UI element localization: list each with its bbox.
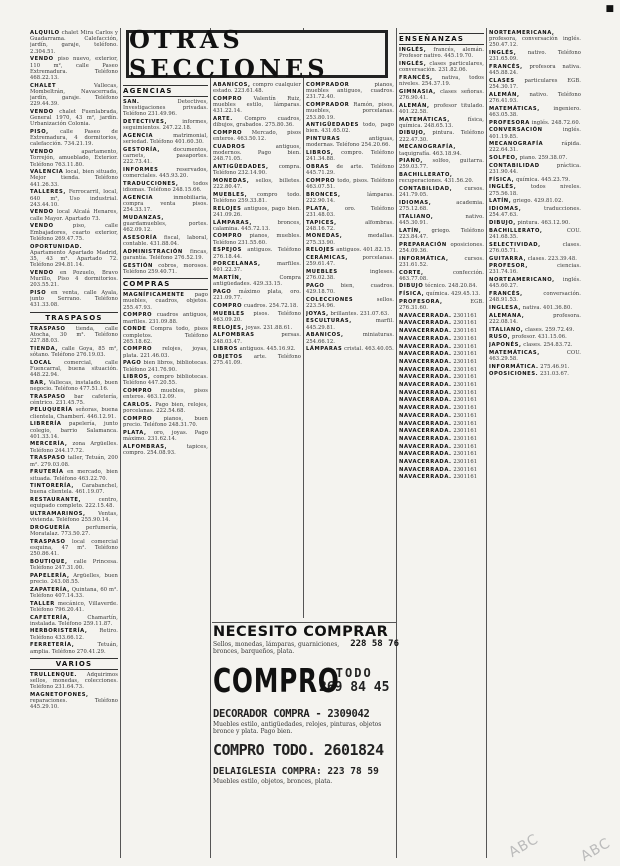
classified-ad: NAVACERRADA. 2301161 — [399, 343, 478, 350]
classified-ad: MAGNETOFONES, reparaciones. Teléfono 445.29.10. — [30, 691, 118, 711]
necesito-comprar-heading: NECESITO COMPRAR — [213, 624, 389, 640]
classified-ad: ASESORÍA fiscal, laboral, contable. 431.88.04. — [123, 235, 208, 248]
column-rule — [120, 28, 121, 858]
column-2-agencias-ads — [123, 99, 208, 193]
column-6 — [489, 30, 581, 850]
classified-ad: NAVACERRADA. 2301161 — [399, 459, 478, 466]
classified-ad: ALEMÁN, profesor titulado. 401.22.58. — [399, 102, 484, 115]
classified-ad: FRUTERÍA en mercado, bien situada. Teléfono 463.22.70. — [30, 469, 118, 482]
column-2-more-ads — [123, 195, 208, 275]
classified-ad: PAGO máximo plata, oro. 221.09.77. — [213, 289, 301, 302]
classified-ad: LIBROS antiguos. 445.16.92. — [213, 346, 296, 353]
classified-ad: INFORMÁTICA. 275.46.91. — [489, 363, 570, 370]
classified-ad: NAVACERRADA. 2301161 — [399, 312, 478, 319]
classified-ad: OBJETOS arte. Teléfono 275.41.09. — [213, 353, 301, 367]
classified-ad: INGLÉS, todos niveles. 275.56.18. — [489, 184, 581, 197]
classified-ad: VENDO piso, calle Embajadores, cuarto exterior, Teléfono 269.47.75. — [30, 223, 118, 242]
classified-ad: JOYAS, brillantes. 231.07.63. — [306, 310, 390, 317]
classified-ad: ZAPATERÍA, Quintana, 60 m². Teléfono 407.14.33. — [30, 586, 118, 599]
classified-ad: TAPICES, alfombras. 248.16.72. — [306, 219, 394, 232]
classified-ad: NAVACERRADA. 2301161 — [399, 420, 478, 427]
classified-ad: MECANOGRAFÍA, taquigrafía. 463.18.94. — [399, 144, 462, 157]
classified-ad: RELOJES, joyas. 231.88.61. — [213, 324, 293, 331]
classified-ad: SOLFEO, piano. 259.38.07. — [489, 155, 568, 162]
classified-ad: HERBORISTERÍA, Retiro. Teléfono 433.66.12. — [30, 628, 118, 641]
classified-ad: CAFETERÍA, Chamartín, instalada. Teléfono 259.11.87. — [30, 614, 118, 627]
classified-ad: PROFESOR, ciencias. 231.74.16. — [489, 263, 581, 276]
classified-ad: VENDO chalet Fuenlabrada, General 1970, 43 m², jardín. Urbanización Colonia. — [30, 108, 118, 128]
classified-ad: CARLOS. Pago bien, relojes, porcelanas. 222.54.68. — [123, 402, 208, 415]
classified-ad: TRASPASO bar cafetería, céntrico. 231.45.75. — [30, 393, 118, 406]
column-5 — [399, 30, 484, 850]
banner-title: OTRAS SECCIONES — [129, 25, 329, 83]
classified-ad: MATEMÁTICAS, física, química. 248.65.13. — [399, 116, 484, 129]
classified-ad: NAVACERRADA. 2301161 — [399, 412, 478, 419]
classified-ad: PREPARACIÓN oposiciones. 254.09.36. — [399, 241, 484, 254]
column-1-varios-ads — [30, 672, 118, 711]
classified-ad: ITALIANO, clases. 259.72.49. — [489, 326, 575, 333]
classified-ad: ULTRAMARINOS, Ventas, vivienda. Teléfono 255.90.14. — [30, 511, 118, 524]
classified-ad: ANTIGÜEDADES, compra. Teléfono 232.14.90. — [213, 163, 301, 177]
classified-ad: NAVACERRADA. 2301161 — [399, 397, 478, 404]
classified-ad: ADMINISTRACIÓN fincas, garantía. Teléfono 276.52.19. — [123, 248, 208, 262]
classified-ad: BOUTIQUE, calle Princesa. Teléfono 247.31.00. — [30, 558, 118, 572]
todo-phone: 269 84 45 — [319, 680, 390, 695]
classified-ad: INGLÉS, clases particulares, conversación. 231.82.06. — [399, 60, 484, 74]
classified-ad: LÁMPARAS cristal. 463.40.05. — [306, 346, 394, 353]
classified-ad: VENDO piso nuevo, exterior, 110 m², calle Paseo Extremadura. Teléfono 468.22.13. — [30, 56, 118, 81]
classified-ad: MUDANZAS, guardamuebles, portes. 462.09.12. — [123, 214, 208, 234]
classified-ad: COMPRO pianos, muebles. Teléfono 231.55.60. — [213, 233, 301, 246]
classified-ad: PISO, calle Paseo de Extremadura, 4 dormitorios, calefacción. 734.21.19. — [30, 129, 118, 148]
column-2 — [123, 82, 208, 622]
classified-ad: LÁMPARAS, bronces, calamina. 445.72.13. — [213, 219, 301, 232]
classified-ad: BAR, Vallecas, instalado, buen negocio. Teléfono 477.51.16. — [30, 379, 118, 392]
column-3-ads — [213, 82, 301, 302]
classified-ad: MECANOGRAFÍA rápida. 222.64.31. — [489, 141, 581, 154]
classified-ad: NAVACERRADA. 2301161 — [399, 320, 478, 327]
classified-ad: OPOSICIONES. 231.03.67. — [489, 371, 570, 378]
classified-ad: DIBUJO, pintura. Teléfono 222.47.30. — [399, 130, 484, 143]
classified-ad: NAVACERRADA. 2301161 — [399, 335, 478, 342]
column-rule — [303, 28, 304, 618]
classified-ad: PIANO, solfeo, guitarra. 259.03.77. — [399, 158, 484, 171]
classified-ad: GESTIÓN cobros, morosos. Teléfono 259.40.71. — [123, 262, 208, 276]
classified-ad: RUSO, profesor. 431.15.06. — [489, 334, 567, 341]
classified-ad: NAVACERRADA. 2301161 — [399, 474, 478, 481]
classified-ad: ALEMANA, profesora. 222.08.14. — [489, 312, 581, 325]
classified-ad: INFORMÁTICA, cursos. 231.61.52. — [399, 255, 484, 268]
classified-ad: LOCAL comercial, calle Fuencarral, buena situación. 448.22.94. — [30, 359, 118, 378]
classified-ad: TRADUCCIONES, todos idiomas. Teléfono 248.15.66. — [123, 180, 208, 194]
classified-ad: ITALIANO, nativo. 445.30.91. — [399, 213, 484, 227]
classified-ad: FÍSICA, química. 429.45.13. — [399, 291, 481, 298]
classified-ad: COMPRADOR pianos, muebles antiguos, cuadros. 231.72.40. — [306, 82, 394, 101]
classified-ad: PELUQUERÍA señoras, buena clientela, Chamberí. 446.12.91. — [30, 407, 118, 420]
classified-ad: NAVACERRADA. 2301161 — [399, 451, 478, 458]
compro-todo-ad — [213, 661, 399, 700]
classified-ad: JAPONÉS, clases. 254.83.72. — [489, 341, 573, 348]
decorador-text: Muebles estilo, antigüedades, relojes, pinturas, objetos bronce y plata. Pago bien. — [213, 721, 382, 735]
compro-heading: COMPRO — [213, 661, 340, 700]
column-5-ensenanzas-ads — [399, 47, 484, 311]
column-rule — [486, 28, 487, 858]
classified-ad: MARTÍN, Compra antigüedades. 429.33.15. — [213, 275, 301, 288]
classified-ad: COMPRO Mercado, pisos enteros. 463.50.12. — [213, 129, 301, 143]
classified-ad: LIBRERÍA papelería, junto colegio, barrio Salamanca. 401.33.14. — [30, 421, 118, 440]
classified-ad: CONTABILIDAD práctica. 231.90.44. — [489, 162, 581, 176]
classified-ad: TRASPASO local comercial esquina, 47 m². Teléfono 250.86.41. — [30, 538, 118, 558]
classified-ad: NAVACERRADA. 2301161 — [399, 428, 478, 435]
classified-ad: SAN. Detectives, Investigaciones privadas. Teléfono 231.49.96. — [123, 99, 208, 118]
classified-ad: ALQUILO chalet Mira Carlos y Guadarrama. Calefacción, jardín, garaje, teléfono. 2.304.51. — [30, 30, 118, 55]
display-ads — [213, 624, 399, 785]
classified-ad: COMPRO muebles, pisos enteros. 463.12.09. — [123, 388, 208, 401]
classified-ad: RESTAURANTE, centro, equipado completo. 222.15.48. — [30, 497, 118, 510]
classified-ad: COMPRO todo, pisos. Teléfono 463.07.51. — [306, 177, 394, 191]
classified-ad: ABANICOS, miniaturas. 254.66.12. — [306, 332, 394, 345]
classified-ad: PAGO bien libros, bibliotecas. Teléfono 241.76.90. — [123, 360, 208, 373]
column-2-compras-ads — [123, 292, 208, 456]
classified-ad: CLASES particulares EGB. 254.30.17. — [489, 77, 581, 91]
classified-ad: COMPRO relojes, joyas, plata. 221.46.03. — [123, 346, 208, 359]
column-4 — [306, 82, 394, 622]
classified-ad: NAVACERRADA. 2301161 — [399, 351, 478, 358]
classified-ad: NAVACERRADA. 2301161 — [399, 435, 478, 442]
classified-ad: RELOJES antiguos, pago bien. 241.09.26. — [213, 205, 301, 218]
classified-ad: PINTURAS antiguas, modernas. Teléfono 254.20.66. — [306, 136, 394, 149]
classified-ad: CHALET Vallecas, Mombeltrán, Navacerrada, jardín, garaje. Teléfono 229.44.39. — [30, 82, 118, 108]
classified-ad: DROGUERÍA perfumería, Moratalaz. 773.50.27. — [30, 524, 118, 538]
classified-ad: LIBROS, compro bibliotecas. Teléfono 447.20.55. — [123, 374, 208, 387]
classified-ad: MERCERÍA, zona Argüelles. Teléfono 244.17.72. — [30, 441, 118, 454]
column-4-ads — [306, 82, 394, 352]
classified-ad: MATEMÁTICAS, COU. 463.29.58. — [489, 349, 581, 362]
classified-ad: GIMNASIA, clases señoras. 276.90.41. — [399, 88, 484, 101]
classified-ad: DETECTIVES, informes, seguimientos. 247.22.18. — [123, 119, 208, 132]
classified-ad: TALLER mecánico, Villaverde. Teléfono 796.20.41. — [30, 600, 118, 613]
classified-ad: COLECCIONES sellos. 223.54.96. — [306, 296, 394, 309]
classified-ad: ALFOMBRAS, tapices, compro. 254.08.93. — [123, 443, 208, 456]
delaiglesia-text: Muebles estilo, objetos, bronces, plata. — [213, 778, 333, 785]
classified-ad: INFORMES reservados, comerciales. 445.93.20. — [123, 167, 208, 180]
todo-label: TODO — [335, 666, 373, 680]
classified-ad: VENDO en Pozuelo, Bravo Murillo, Piso 4 dormitorios. 203.55.21. — [30, 269, 118, 289]
necesito-comprar-phone: 228 58 76 — [350, 639, 399, 649]
classified-ad: MONEDAS, sellos, billetes. 222.80.47. — [213, 177, 301, 191]
classified-ad: COMPRO pianos, buen precio. Teléfono 248.31.70. — [123, 415, 208, 429]
classified-ad: FRANCÉS, nativa, todos niveles. 254.37.19. — [399, 74, 484, 88]
classified-ad: ABANICOS, compro cualquier estado. 223.61.48. — [213, 82, 301, 95]
necesito-comprar-ad — [213, 641, 399, 655]
classified-ad: LIBROS, compro. Teléfono 241.34.88. — [306, 150, 394, 163]
column-1-bottom-ads — [30, 539, 118, 655]
column-1-mid-ads — [30, 326, 118, 538]
classified-ad: LATÍN, griego. Teléfono 223.84.47. — [399, 227, 484, 240]
necesito-comprar-text: Sellos, monedas, lámparas, guarniciones, bronces, barqueños, plata. — [213, 641, 340, 655]
classified-ad: COMPRO Valentín Ruiz, muebles estilo, lámparas. 431.22.14. — [213, 95, 301, 115]
classified-ad: PROFESORA inglés. 248.72.60. — [489, 119, 581, 126]
classified-ad: NAVACERRADA. 2301161 — [399, 466, 478, 473]
classified-ad: CONTABILIDAD, cursos. 241.79.05. — [399, 186, 484, 199]
classified-ad: ESCULTURAS, marfil. 445.29.81. — [306, 318, 394, 331]
classified-ad: TRULLENQUE. Adquirimos sellos, monedas, colecciones. Teléfono 231.64.73. — [30, 671, 118, 691]
classified-ad: VALENCIA local, bien situado, Mejor tienda. Teléfono 441.26.33. — [30, 169, 118, 188]
classified-ad: TALLERES, Ferrocarril, local, 640 m², Uso industrial. 243.44.10. — [30, 189, 118, 208]
classified-ad: CUADROS antiguos, modernos. Pago bien. 248.71.05. — [213, 143, 301, 163]
classified-ad: ESPEJOS antiguos. Teléfono 276.18.44. — [213, 247, 301, 260]
classified-ad: ALEMÁN, nativo. Teléfono 276.41.93. — [489, 91, 581, 105]
classified-ad: INGLESA, nativa. 401.36.80. — [489, 304, 573, 311]
classified-ad: BACHILLERATO, COU. 241.68.35. — [489, 227, 581, 240]
section-compras: COMPRAS — [123, 278, 208, 290]
classified-ad: LATÍN, griego. 429.81.02. — [489, 198, 564, 205]
classified-ad: NAVACERRADA. 2301161 — [399, 405, 478, 412]
column-1 — [30, 30, 118, 850]
classified-ad: NORTEAMERICANO, inglés. 445.60.27. — [489, 277, 581, 290]
classified-ad: GESTORÍA, documentos, carnets, pasaportes. 222.73.41. — [123, 146, 208, 166]
classified-ad: DIBUJO, pintura. 463.12.90. — [489, 219, 571, 226]
classified-ad: ANTIGÜEDADES todo, pago bien. 431.65.02. — [306, 122, 394, 135]
section-traspasos: TRASPASOS — [30, 312, 118, 324]
classified-ad: COMPRADOR Ramón, pisos, muebles, porcelanas. 253.80.19. — [306, 102, 394, 121]
column-6-ads — [489, 30, 581, 377]
classified-ad: VENDO local Alcalá Henares, calle Mayor. Apartado 73. — [30, 209, 118, 222]
classified-ad: OBRAS de arte. Teléfono 445.71.29. — [306, 163, 394, 177]
classified-ad: NAVACERRADA. 2301161 — [399, 443, 478, 450]
decorador-heading: DECORADOR COMPRA - 2309042 — [213, 708, 370, 720]
watermark: ABC — [578, 835, 614, 865]
classified-ad: FERRETERÍA, Tetuán, amplia. Teléfono 270.41.29. — [30, 642, 118, 655]
column-3 — [213, 82, 301, 622]
section-agencias: AGENCIAS — [123, 85, 208, 97]
classified-ad: BACHILLERATO, recuperaciones. 431.56.20. — [399, 172, 474, 185]
classified-ad: NORTEAMERICANA, profesora, conversación inglés. 250.47.12. — [489, 30, 581, 49]
classified-ad: DIBUJO técnico. 248.20.84. — [399, 283, 478, 290]
classified-ad: SELECTIVIDAD, clases. 276.05.71. — [489, 241, 581, 254]
classified-ad: CONVERSACIÓN inglés. 401.19.85. — [489, 127, 581, 140]
classified-ad: PLATA, oro. Teléfono 231.48.03. — [306, 205, 394, 218]
classified-ad: CORTE, confección. 463.77.08. — [399, 269, 484, 282]
compro-todo-phone-ad: COMPRO TODO. 2601824 — [213, 741, 384, 759]
classified-ad: IDIOMAS, traducciones. 254.47.63. — [489, 206, 581, 219]
classified-ad: PORCELANAS, marfiles. 401.22.37. — [213, 261, 301, 274]
classified-ad: NAVACERRADA. 2301161 — [399, 328, 478, 335]
classified-ad: PROFESORA, EGB. 276.31.60. — [399, 298, 484, 312]
classified-ad: TINTORERÍA, Carabanchel, buena clientela. 461.19.07. — [30, 483, 118, 496]
classified-ad: PAGO bien, cuadros. 429.18.70. — [306, 282, 394, 296]
classified-ad: COMPRO cuadros antiguos, marfiles. 231.09.88. — [123, 312, 208, 325]
classified-ad: INGLÉS, francés, alemán. Profesor nativo. 445.19.70. — [399, 47, 484, 60]
classified-ad: NAVACERRADA. 2301161 — [399, 374, 478, 381]
classified-ad: ARTE. Compro cuadros, dibujos, grabados. 275.80.36. — [213, 116, 301, 129]
classified-ad: CERÁMICAS, porcelanas. 259.61.47. — [306, 255, 394, 268]
column-5-list-ads — [399, 313, 484, 481]
classified-ad: MUEBLES pisos. Teléfono 463.09.20. — [213, 310, 301, 323]
classified-ad: FRANCÉS, profesora nativa. 445.88.24. — [489, 64, 581, 77]
classified-ad: NAVACERRADA. 2301161 — [399, 389, 478, 396]
classified-ad: NAVACERRADA. 2301161 — [399, 358, 478, 365]
column-rule — [210, 28, 211, 858]
section-varios: VARIOS — [30, 658, 118, 670]
classified-ad: COMPRO cuadros. 254.72.18. — [213, 303, 299, 309]
classified-ad: NAVACERRADA. 2301161 — [399, 382, 478, 389]
classified-ad: GUITARRA, clases. 223.39.48. — [489, 255, 577, 262]
classified-ad: RELOJES antiguos. 401.82.15. — [306, 247, 393, 254]
classified-ad: INGLÉS, nativo. Teléfono 231.65.09. — [489, 50, 581, 63]
column-3-more-ads — [213, 303, 301, 366]
classified-ad: MONEDAS, medallas. 275.33.90. — [306, 233, 394, 246]
classified-ad: TRASPASO taller, Tetuán, 200 m². 279.03.08. — [30, 455, 118, 468]
corner-mark: ■ — [605, 4, 614, 14]
classified-ad: PLATA, oro, joyas. Pago máximo. 231.62.14. — [123, 429, 208, 443]
classified-ad: IDIOMAS, academia. 275.12.68. — [399, 199, 484, 213]
column-1-top-ads — [30, 30, 118, 309]
classified-ad: TRASPASO tienda, calle Atocha, 30 m². Teléfono 227.88.03. — [30, 325, 118, 344]
classified-ad: NAVACERRADA. 2301161 — [399, 366, 478, 373]
ad-separator — [212, 622, 396, 623]
classified-ad: MATEMÁTICAS, ingeniero. 463.05.38. — [489, 105, 581, 118]
classified-ad: VENDO apartamento, Torrejón, amueblado, Exterior. Teléfono 763.11.80. — [30, 149, 118, 168]
classified-ad: OPORTUNIDAD. Apartamento Apartado Madrid, 35, 43 m². Apartado 72. Teléfono 294.81.14. — [30, 243, 118, 269]
delaiglesia-heading: DELAIGLESIA COMPRA: 223 78 59 — [213, 766, 379, 777]
classified-ad: MUEBLES, compro todo. Teléfono 259.33.81. — [213, 191, 301, 204]
classified-ad: PISO en venta, calle Ayala, junto Serrano. Teléfono 431.33.08. — [30, 289, 118, 309]
classified-ad: BRONCES, lámparas. 222.90.14. — [306, 191, 394, 204]
section-banner — [126, 25, 388, 83]
classified-ad: PAPELERÍA, Argüelles, buen precio. 243.08.55. — [30, 572, 118, 586]
watermark: ABC — [506, 831, 542, 861]
classified-ad: TIENDA, calle Goya, 85 m², sótano. Teléfono 276.19.03. — [30, 345, 118, 358]
classified-ad: MAGNÍFICAMENTE pago muebles, cuadros, objetos. 255.47.93. — [123, 292, 208, 311]
classified-ad: FRANCÉS, conversación. 248.91.53. — [489, 291, 581, 304]
classified-ad: ALFOMBRAS persas. 248.03.47. — [213, 332, 301, 345]
classified-ad: AGENCIA matrimonial, seriedad. Teléfono 401.60.30. — [123, 133, 208, 146]
classified-ad: FÍSICA, química. 445.23.79. — [489, 176, 571, 183]
classified-ad: CONDE Compra todo, pisos completos. Teléfono 265.18.62. — [123, 326, 208, 345]
section-ensenanzas: ENSEÑANZAS — [399, 33, 484, 45]
classified-ad: AGENCIA inmobiliaria, compra venta pisos. 254.33.17. — [123, 194, 208, 214]
classified-ad: MUEBLES ingleses. 276.02.38. — [306, 268, 394, 282]
